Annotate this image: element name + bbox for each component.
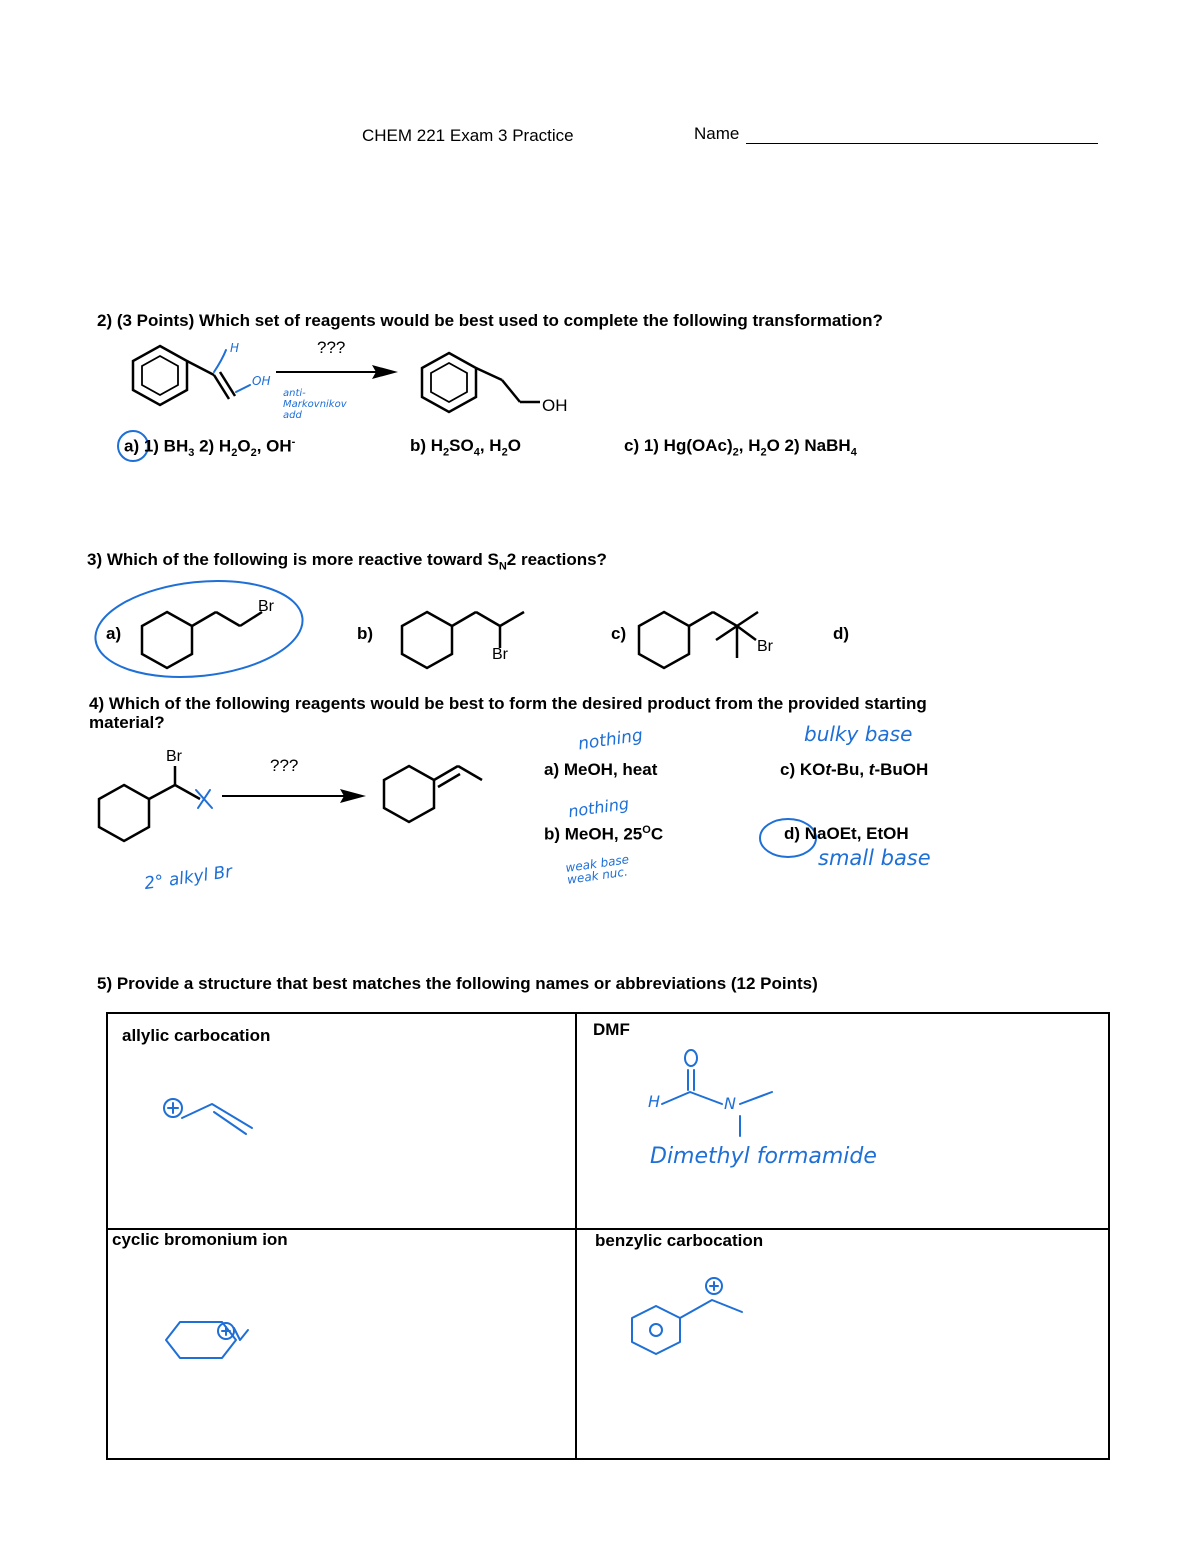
q2-hw-h: H xyxy=(230,341,240,355)
cell-allylic-label: allylic carbocation xyxy=(122,1026,271,1045)
q2-arrow-label: ??? xyxy=(317,338,346,357)
name-label: Name xyxy=(694,124,740,143)
q2-option-a[interactable]: a) 1) $BH_3$ 2) $H_2O_2$, OH- xyxy=(124,436,296,460)
q4-hw-bulky: bulky base xyxy=(804,722,913,746)
q4-option-a[interactable]: a) MeOH, heat xyxy=(544,760,658,779)
q4-prompt-line1: 4) Which of the following reagents would be best to form the desired product from the provided starting xyxy=(89,694,927,713)
cell-bromonium-label: cyclic bromonium ion xyxy=(112,1230,288,1249)
q2-hw-note: anti-Markovnikov add xyxy=(283,388,347,421)
q4-arrow-label: ??? xyxy=(270,756,299,775)
q4-option-d[interactable]: d) NaOEt, EtOH xyxy=(784,824,909,843)
q3-c-br: Br xyxy=(757,638,773,655)
cell-benzylic-answer[interactable] xyxy=(580,1256,1105,1454)
q2-option-b[interactable]: b) $H_2SO_4$, $H_2O$ xyxy=(410,436,521,459)
q4-prompt-line2: material? xyxy=(89,713,165,732)
dmf-hw-name: Dimethyl formamide xyxy=(650,1144,877,1169)
cell-dmf-answer[interactable] xyxy=(580,1044,1105,1224)
page-title: CHEM 221 Exam 3 Practice xyxy=(362,126,574,145)
dmf-hw-n: N xyxy=(724,1094,736,1113)
q5-prompt: 5) Provide a structure that best matches the following names or abbreviations (12 Points) xyxy=(97,974,818,993)
q3-option-d[interactable]: d) xyxy=(833,624,850,643)
q3-option-b[interactable]: b) xyxy=(357,624,374,643)
q4-option-b[interactable]: b) MeOH, $25^OC$ xyxy=(544,824,664,844)
q3-prompt: 3) Which of the following is more reactive toward $S_N2$ reactions? xyxy=(87,550,607,573)
q3-option-c[interactable]: c) xyxy=(611,624,627,643)
name-line[interactable] xyxy=(746,143,1098,144)
alkene-product-molecule xyxy=(384,766,482,822)
grid-vertical-divider xyxy=(575,1012,577,1458)
q4-hw-nothing-b: nothing xyxy=(566,793,631,822)
styrene-molecule xyxy=(133,346,235,405)
q3-a-br: Br xyxy=(258,598,274,615)
product-molecule xyxy=(422,353,540,412)
q4-hw-weak: weak base weak nuc. xyxy=(564,852,630,887)
q3-b-br: Br xyxy=(492,646,508,663)
q4-hw-small: small base xyxy=(818,846,931,870)
q2-option-c[interactable]: c) 1) $Hg(OAc)_2$, $H_2O$ 2) NaBH$_4$ xyxy=(624,436,857,459)
q4-option-c[interactable]: c) KOt-Bu, t-BuOH xyxy=(780,760,929,779)
q2-product-oh: OH xyxy=(542,396,568,415)
q4-hw-secondary: 2° alkyl Br xyxy=(143,861,234,895)
q4-hw-nothing-a: nothing xyxy=(576,725,644,755)
cell-dmf-label: DMF xyxy=(593,1020,630,1039)
bromoalkane-molecule xyxy=(99,766,200,841)
cell-allylic-answer[interactable] xyxy=(110,1050,570,1222)
q2-hw-oh: OH xyxy=(252,374,271,388)
q3-option-a[interactable]: a) xyxy=(106,624,122,643)
q2-prompt: 2) (3 Points) Which set of reagents would be best used to complete the following transformation? xyxy=(97,311,883,330)
dmf-hw-h: H xyxy=(648,1092,661,1111)
cell-benzylic-label: benzylic carbocation xyxy=(595,1231,764,1250)
cell-bromonium-answer[interactable] xyxy=(110,1256,570,1454)
q4-br: Br xyxy=(166,748,182,765)
